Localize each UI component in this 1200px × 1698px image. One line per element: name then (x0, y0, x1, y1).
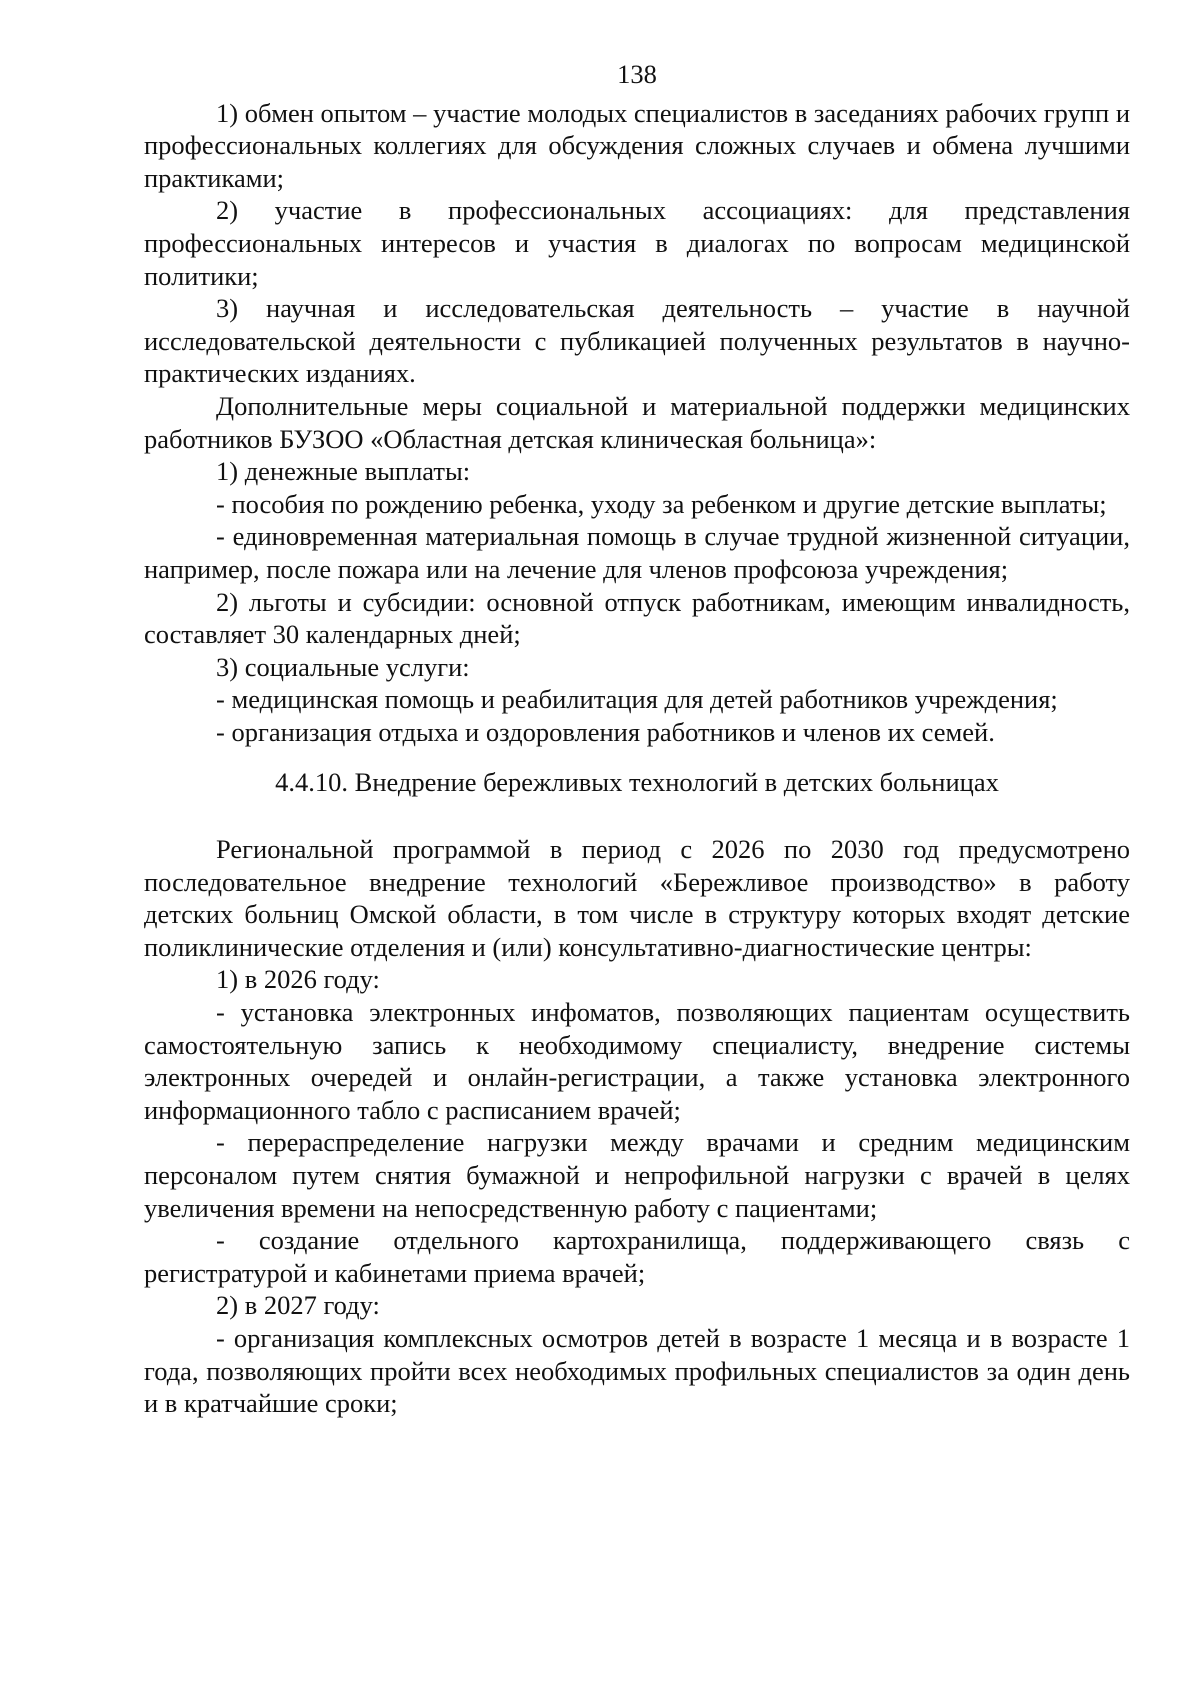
paragraph: Дополнительные меры социальной и материальной поддержки медицинских работников БУЗОО «Областная детская клиническая больница»: (144, 390, 1130, 454)
paragraph: - организация отдыха и оздоровления работников и членов их семей. (216, 716, 995, 747)
paragraph: - организация комплексных осмотров детей в возрасте 1 месяца и в возрасте 1 года, позволяющих пройти всех необходимых профильных специалистов за один день и в кратчайшие сроки; (144, 1322, 1130, 1419)
paragraph: Региональной программой в период с 2026 по 2030 год предусмотрено последовательное внедрение технологий «Бережливое производство» в работу детских больниц Омской области, в том числе в структуру которых входят детские поликлинические отделения и (или) консультативно-диагностические центры: (144, 834, 1130, 962)
paragraph: - перераспределение нагрузки между врачами и средним медицинским персоналом путем снятия бумажной и непрофильной нагрузки с врачей в целях увеличения времени на непосредственную работу с пациентами; (144, 1127, 1130, 1223)
paragraph: 1) в 2026 году: (216, 964, 380, 995)
paragraph: 2) участие в профессиональных ассоциациях: для представления профессиональных интересов и участия в диалогах по вопросам медицинской политики; (144, 195, 1130, 291)
paragraph: - создание отдельного картохранилища, поддерживающего связь с регистратурой и кабинетами приема врачей; (144, 1225, 1130, 1288)
paragraph: 3) научная и исследовательская деятельность – участие в научной исследовательской деятельности с публикацией полученных результатов в научно-практических изданиях. (144, 293, 1130, 389)
paragraph: 1) обмен опытом – участие молодых специалистов в заседаниях рабочих групп и профессиональных коллегиях для обсуждения сложных случаев и обмена лучшими практиками; (144, 97, 1130, 193)
paragraph: - медицинская помощь и реабилитация для детей работников учреждения; (216, 684, 1058, 715)
paragraph: 1) денежные выплаты: (216, 456, 471, 487)
paragraph: - пособия по рождению ребенка, уходу за ребенком и другие детские выплаты; (216, 488, 1107, 519)
paragraph: - установка электронных инфоматов, позволяющих пациентам осуществить самостоятельную запись к необходимому специалисту, внедрение системы электронных очередей и онлайн-регистрации, а также установка электронного информационного табло с расписанием врачей; (144, 997, 1130, 1125)
page-number: 138 (617, 59, 657, 89)
document-page (144, 58, 1130, 1420)
paragraph: 2) льготы и субсидии: основной отпуск работникам, имеющим инвалидность, составляет 30 календарных дней; (144, 586, 1130, 650)
paragraph: 2) в 2027 году: (216, 1290, 380, 1321)
paragraph: - единовременная материальная помощь в случае трудной жизненной ситуации, например, после пожара или на лечение для членов профсоюза учреждения; (144, 521, 1130, 584)
paragraph: 3) социальные услуги: (216, 651, 470, 682)
section-heading: 4.4.10. Внедрение бережливых технологий в детских больницах (275, 767, 999, 798)
